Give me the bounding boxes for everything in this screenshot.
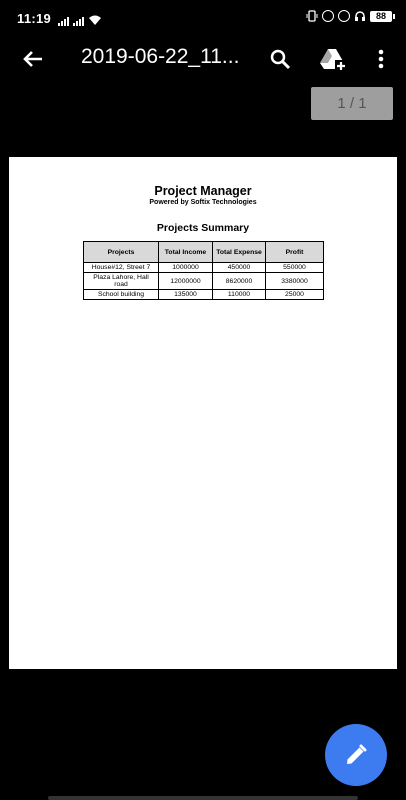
table-cell: Plaza Lahore, Hall road (84, 273, 159, 290)
table-cell: 110000 (213, 290, 266, 300)
table-row (84, 273, 324, 290)
status-time: 11:19 (17, 11, 52, 26)
add-to-drive-button[interactable] (318, 44, 348, 74)
pdf-page (9, 157, 397, 669)
table-cell: 8620000 (213, 273, 266, 290)
edit-pencil-icon (344, 743, 368, 767)
navigation-bar-edge (48, 796, 358, 800)
app-bar (0, 36, 406, 82)
table-cell: 1000000 (159, 263, 213, 273)
table-header-cell: Total Income (159, 242, 213, 263)
wifi-icon (88, 15, 102, 26)
table-cell: 12000000 (159, 273, 213, 290)
alarm-icon (338, 10, 350, 22)
table-row (84, 290, 324, 300)
more-vert-icon (378, 49, 384, 69)
headset-icon (354, 10, 366, 22)
signal-icon (58, 16, 69, 26)
battery-icon: 88 (370, 11, 392, 22)
table-cell: 550000 (266, 263, 324, 273)
doc-heading: Projects Summary (156, 222, 250, 234)
data-saver-icon (322, 10, 334, 22)
table-cell: 135000 (159, 290, 213, 300)
signal-icon (73, 16, 84, 26)
table-cell: School building (84, 290, 159, 300)
doc-subtitle: Powered by Softix Technologies (149, 199, 257, 206)
table-header-row (84, 242, 324, 263)
search-icon (269, 48, 291, 70)
google-drive-add-icon (319, 47, 347, 71)
back-button[interactable] (18, 44, 48, 74)
status-left-icons (58, 12, 102, 26)
search-button[interactable] (265, 44, 295, 74)
table-header-cell: Projects (84, 242, 159, 263)
edit-fab-button[interactable] (325, 724, 387, 786)
table-cell: 25000 (266, 290, 324, 300)
table-header-cell: Profit (266, 242, 324, 263)
document-title: 2019-06-22_11... (81, 45, 240, 68)
table-row (84, 263, 324, 273)
table-cell: 450000 (213, 263, 266, 273)
table-cell: House#12, Street 7 (84, 263, 159, 273)
page-indicator: 1 / 1 (311, 87, 393, 120)
status-right-icons (306, 10, 392, 22)
table-header-cell: Total Expense (213, 242, 266, 263)
doc-title: Project Manager (154, 184, 252, 198)
projects-summary-table (83, 241, 324, 300)
vibrate-icon (306, 10, 318, 22)
table-cell: 3380000 (266, 273, 324, 290)
status-bar (0, 0, 406, 36)
back-arrow-icon (22, 48, 44, 70)
more-options-button[interactable] (366, 44, 396, 74)
